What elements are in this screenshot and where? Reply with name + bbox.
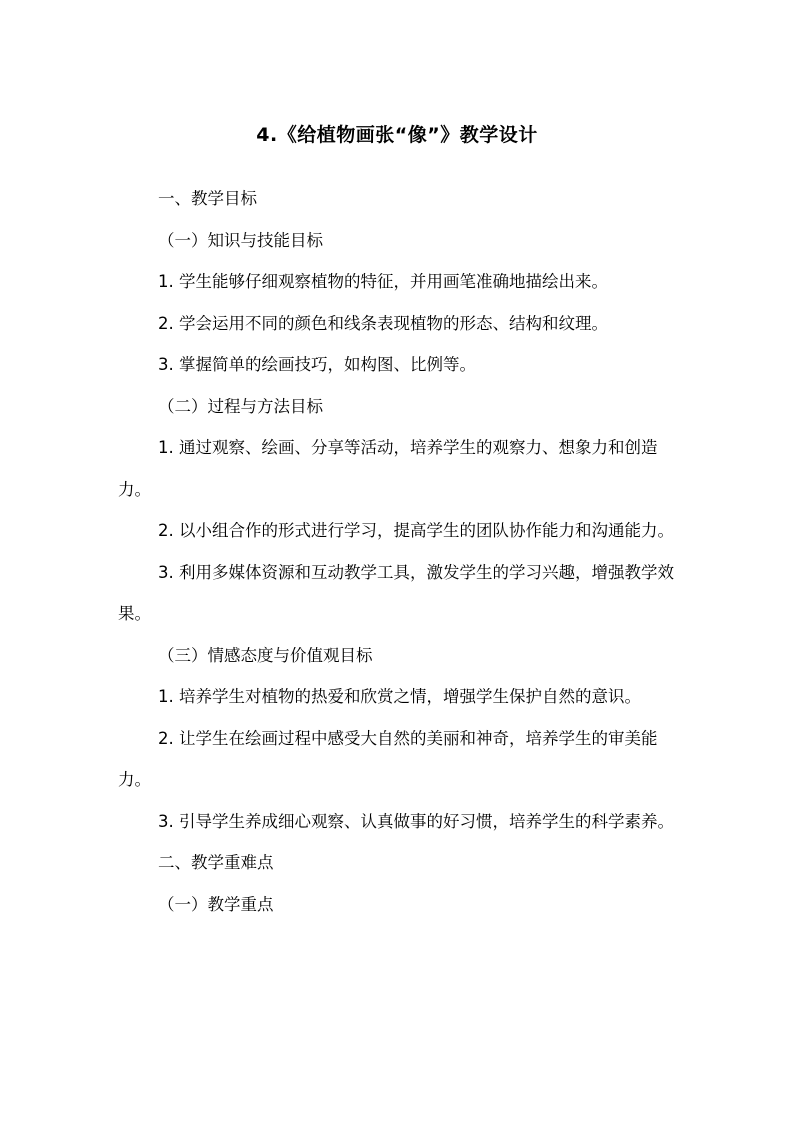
- paragraph-item: 3. 引导学生养成细心观察、认真做事的好习惯，培养学生的科学素养。: [158, 811, 674, 831]
- paragraph-item: 1. 学生能够仔细观察植物的特征，并用画笔准确地描绘出来。: [158, 272, 608, 291]
- section-heading-objectives: 一、教学目标: [158, 189, 257, 208]
- paragraph-item: 3. 掌握简单的绘画技巧，如构图、比例等。: [158, 355, 476, 374]
- paragraph-item: 3. 利用多媒体资源和互动教学工具，激发学生的学习兴趣，增强教学效果。: [118, 562, 674, 623]
- paragraph-item: 1. 培养学生对植物的热爱和欣赏之情，增强学生保护自然的意识。: [158, 687, 641, 706]
- subsection-heading-emotion-values: （三）情感态度与价值观目标: [158, 645, 373, 665]
- document-body: [118, 178, 678, 925]
- subsection-heading-knowledge-skills: （一）知识与技能目标: [158, 230, 323, 250]
- document-title: 4.《给植物画张“像”》教学设计: [256, 124, 538, 146]
- paragraph-item: 2. 以小组合作的形式进行学习，提高学生的团队协作能力和沟通能力。: [158, 521, 674, 540]
- paragraph-item: 1. 通过观察、绘画、分享等活动，培养学生的观察力、想象力和创造力。: [118, 438, 658, 499]
- paragraph-item: 2. 让学生在绘画过程中感受大自然的美丽和神奇，培养学生的审美能力。: [118, 728, 658, 789]
- paragraph-item: 2. 学会运用不同的颜色和线条表现植物的形态、结构和纹理。: [158, 313, 608, 333]
- subsection-heading-key-points: （一）教学重点: [158, 894, 274, 914]
- subsection-heading-process-methods: （二）过程与方法目标: [158, 396, 323, 416]
- section-heading-key-difficult-points: 二、教学重难点: [158, 853, 274, 872]
